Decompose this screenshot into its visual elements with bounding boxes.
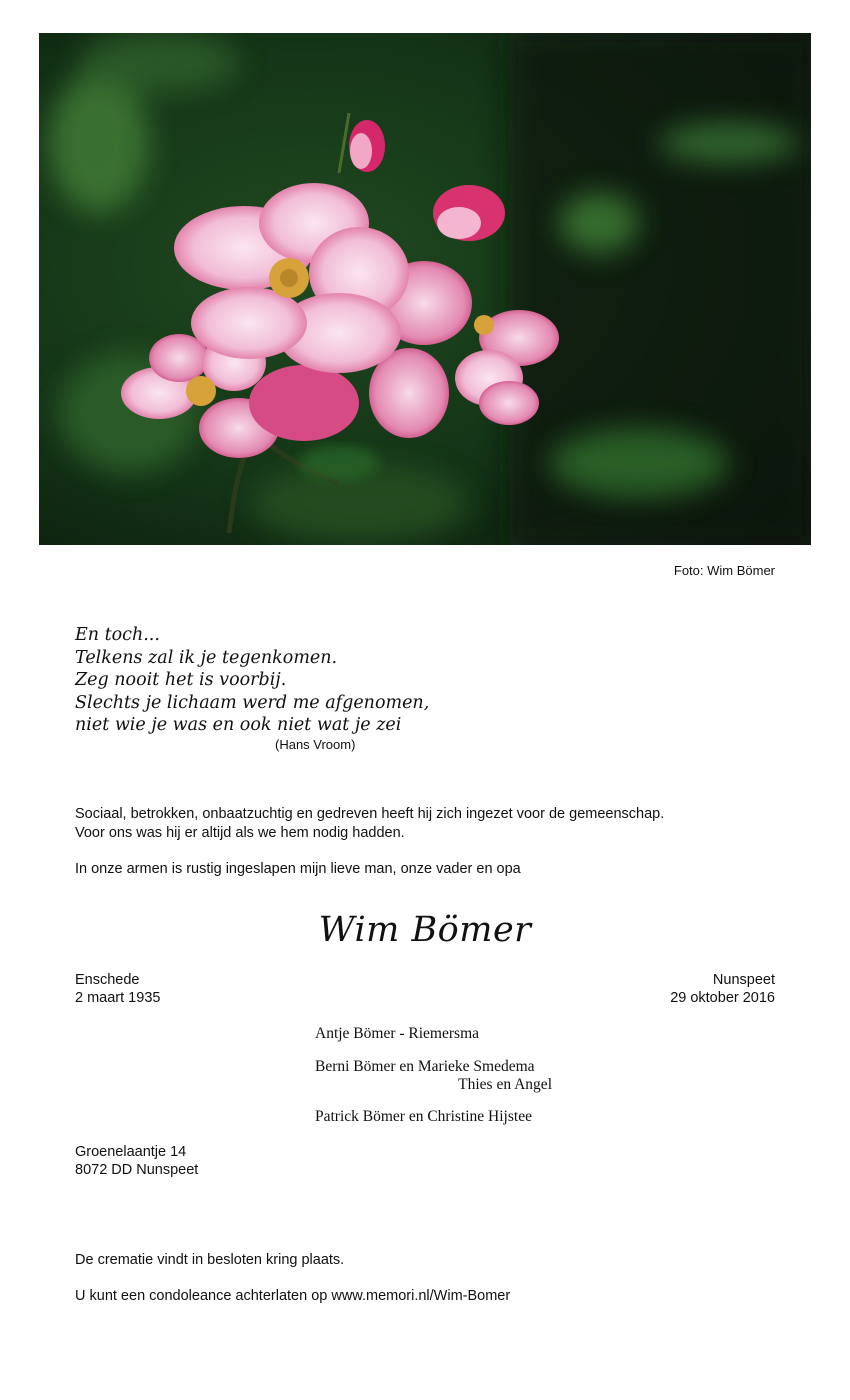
rose-photo-illustration xyxy=(39,33,811,545)
intro-line: Sociaal, betrokken, onbaatzuchtig en gedreven heeft hij zich ingezet voor de gemeenschap. xyxy=(75,806,665,822)
birth-info xyxy=(75,971,160,1007)
family-child: Berni Bömer en Marieke Smedema xyxy=(315,1058,535,1075)
family-grandchildren: Thies en Angel xyxy=(458,1076,552,1093)
poem-author: (Hans Vroom) xyxy=(275,737,356,752)
poem xyxy=(75,624,475,737)
address-street: Groenelaantje 14 xyxy=(75,1144,187,1160)
death-info xyxy=(670,971,775,1007)
poem-line: Telkens zal ik je tegenkomen. xyxy=(75,647,338,668)
birth-date: 2 maart 1935 xyxy=(75,990,161,1006)
memorial-photo xyxy=(39,33,811,545)
family-spouse: Antje Bömer - Riemersma xyxy=(315,1025,479,1042)
deceased-name: Wim Bömer xyxy=(318,910,532,950)
death-place: Nunspeet xyxy=(712,972,775,988)
address-city: 8072 DD Nunspeet xyxy=(75,1162,199,1178)
condolence-notice: U kunt een condoleance achterlaten op www.memori.nl/Wim-Bomer xyxy=(75,1288,511,1304)
poem-line: Slechts je lichaam werd me afgenomen, xyxy=(75,692,430,713)
cremation-notice: De crematie vindt in besloten kring plaats. xyxy=(75,1252,345,1268)
family-group-1 xyxy=(315,1058,552,1094)
intro-paragraph xyxy=(75,805,664,843)
death-date: 29 oktober 2016 xyxy=(670,990,775,1006)
announcement-line: In onze armen is rustig ingeslapen mijn lieve man, onze vader en opa xyxy=(75,861,521,877)
poem-line: Zeg nooit het is voorbij. xyxy=(75,670,287,690)
birth-place: Enschede xyxy=(75,972,140,988)
photo-credit: Foto: Wim Bömer xyxy=(673,563,775,578)
poem-line: niet wie je was en ook niet wat je zei xyxy=(75,715,402,735)
intro-line: Voor ons was hij er altijd als we hem nodig hadden. xyxy=(75,825,405,841)
poem-line: En toch... xyxy=(75,625,160,645)
family-child-2: Patrick Bömer en Christine Hijstee xyxy=(315,1108,532,1125)
address xyxy=(75,1143,198,1179)
